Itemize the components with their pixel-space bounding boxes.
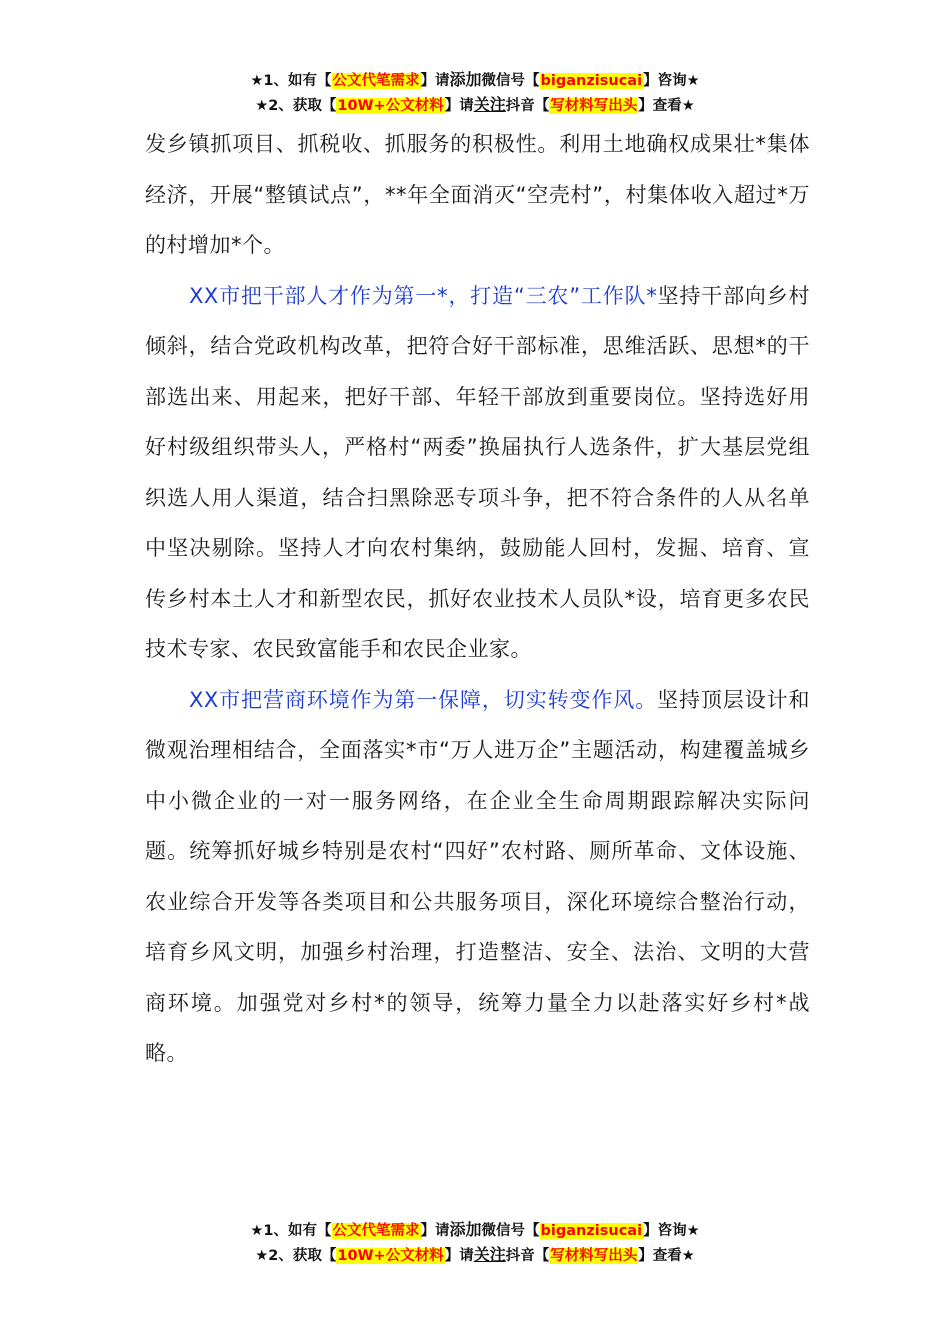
paragraph-2 xyxy=(145,271,810,675)
paragraph-2-text: 坚持干部向乡村倾斜，结合党政机构改革，把符合好干部标准，思维活跃、思想*的干部选出来、用起来，把好干部、年轻干部放到重要岗位。坚持选好用好村级组织带头人，严格村“两委”换届执行人选条件，扩大基层党组织选人用人渠道，结合扫黑除恶专项斗争，把不符合条件的人从名单中坚决剔除。坚持人才向农村集纳，鼓励能人回村，发掘、培育、宣传乡村本土人才和新型农民，抓好农业技术人员队*设，培育更多农民技术专家、农民致富能手和农民企业家。 xyxy=(145,283,811,661)
highlight-materials: 10W+公文材料 xyxy=(337,98,444,114)
banner-line-2: ★2、获取【10W+公文材料】请关注抖音【写材料写出头】查看★ xyxy=(255,95,695,114)
paragraph-2-heading: XX市把干部人才作为第一*，打造“三农”工作队* xyxy=(189,283,658,308)
paragraph-3-heading: XX市把营商环境作为第一保障，切实转变作风。 xyxy=(189,687,658,712)
footer-banner xyxy=(0,1218,950,1268)
footer-line-1: ★1、如有【公文代笔需求】请添加微信号【biganzisucai】咨询★ xyxy=(250,1220,700,1239)
document-body xyxy=(145,119,810,1079)
paragraph-1: 发乡镇抓项目、抓税收、抓服务的积极性。利用土地确权成果壮*集体经济，开展“整镇试点”，**年全面消灭“空壳村”，村集体收入超过*万的村增加*个。 xyxy=(145,132,810,257)
paragraph-3 xyxy=(145,675,810,1079)
wechat-id: biganzisucai xyxy=(540,73,643,89)
footer-line-2: ★2、获取【10W+公文材料】请关注抖音【写材料写出头】查看★ xyxy=(255,1245,695,1264)
douyin-account: 写材料写出头 xyxy=(550,98,638,114)
highlight-service: 公文代笔需求 xyxy=(332,73,420,89)
banner-line-1: ★1、如有【公文代笔需求】请添加微信号【biganzisucai】咨询★ xyxy=(250,70,700,89)
paragraph-3-text: 坚持顶层设计和微观治理相结合，全面落实*市“万人进万企”主题活动，构建覆盖城乡中小微企业的一对一服务网络，在企业全生命周期跟踪解决实际问题。统筹抓好城乡特别是农村“四好”农村路、厕所革命、文体设施、农业综合开发等各类项目和公共服务项目，深化环境综合整治行动，培育乡风文明，加强乡村治理，打造整洁、安全、法治、文明的大营商环境。加强党对乡村*的领导，统筹力量全力以赴落实好乡村*战略。 xyxy=(145,687,810,1065)
header-banner xyxy=(0,68,950,118)
